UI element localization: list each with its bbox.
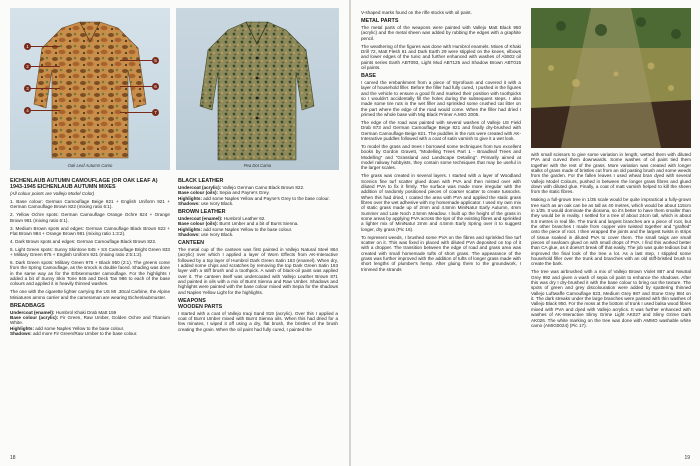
diorama-grass-image [531,8,691,148]
oak-leaf-smock-image [10,8,170,170]
paragraph: To represent weeds, I brushed some PVA on the fibres and sprinkled fine turf scatter on it. This was fixed in placed with diluted PVA deposited on top of it with a dropper. The transition between the edge of road and grass area was created with small homemade tufts of short grass. The appearance of the grass was further improved with the addition of tufts of longer grass made with short lengths of plumber's hemp. After gluing them to the groundwork, I trimmed the strands [361,234,521,272]
photo-caption: Pea Dot Camo [243,163,272,168]
paragraph: To model the grass and trees I borrowed some techniques from two excellent books by Gordon Gravett, "Modelling Trees Part 1 - Broadleaf Trees and Modelling" and "Grassland and Landscape Detailing". Primarily aimed at model railway hobbyists, they contain some techniques that may be useful in the larger scales. [361,143,521,171]
paragraph: The metal cup of the canteen was first painted in Vallejo Natural Steel 864 (acrylic) over which I applied a layer of Worn Effects from AK-Interactive followed by a top layer of Humbrol Dark Green Satin 163 (enamel). When dry, I added some chips and scratches by removing the top Dark Green Satin 163 layer with a stiff brush and a toothpick. A wash of black-oil paint was applied over it. The canteen itself was undercoated with Vallejo Leather Brown 871 and painted in oils with a mix of Burnt Sienna and Raw Umber. Shadows and highlights were painted with the base colour mixed with Sepia for the shadows and Naples Yellow Light for the highlights. [178,246,338,295]
callout-7: 7 [152,109,159,116]
text: Humbrol Leather 62. [222,215,266,221]
paragraph: The weathering of the figures was done with Humbrol enamels. Mixes of Khaki Drill 72, Matt Flesh 61 and Dark Earth 29 were stippled on the knees, elbows and lower edges of the tunic and further enhanced with washes of Ab502 oil paints series Earth ABT093, Light Mud ABT125 and Shadow Brown ABT015 oil paints. [361,43,521,70]
paragraph: V-shaped marks found on the rifle stocks with oil paint. [361,10,472,15]
callout-1: 1 [24,43,31,50]
paragraph: I carved the embankment from a piece of Styrofoam and covered it with a layer of household filler. Before the filler had fully cured, I pushed in the figures and the vehicle to ensure a good fit and marked their position with toothpicks so I wouldn't accidentally fill the holes during the subsequent steps. I also made some tire ruts in the wet filler and sprinkled some crushed cat litter on the part where the edge of the road would come. When the filler had dried I primed the whole base with Mig Black Primer A.MIG 2005. [361,79,521,117]
paragraph: The edge of the road was painted with several washes of Vallejo US Field Drab 873 and German Camouflage Beige 821 and finally dry-brushed with German Camouflage Beige 821. The puddles in the ruts were created with AK-Interactive puddles followed with a coat of satin varnish to give it a wet look. [361,119,521,141]
text: add some Naples Yellow to the base colour. [202,226,293,232]
paragraph: Making a full-grown tree in 1/35 scale would be quite impractical a fully-grown tree such as an oak can be as tall as 40 metres, which would be about 115cm in 1/35. It would dominate the diorama, so it's better to have them smaller than they would be in reality. I settled for a tree of about 24cm tall, which is about 8.5 metres in real life. The trunk and largest branches are a piece of root, but the other branches I made from copper wire twisted together and "grafted" onto the piece of root. I then wrapped the joints and the largest twists in strips of tissue soaked in diluted PVA to cover them. The small twigs are small pieces of seafoam glued on with small drops of PVA. I find this worked better than CA glue, as it doesn't break off that easily. The job was quite tedious but it improved the final look of the tree a lot. As a last step, I stippled some household filler over the trunk and branches with an old stiff-bristled brush to create the bark. [531,197,691,267]
paragraph: I started with a coat of Vallejo Iraqi Sand 819 (acrylic). Over this I applied a coat of Burnt Umber mixed with Burnt Sienna oils. When this had dried for a few minutes, I wiped it off using a dry, flat brush, the bristles of the brush creating the grain. When the oil paint had fully cured, I painted the [178,310,338,332]
label: Highlights: [178,226,202,232]
callout-6: 6 [152,83,159,90]
text: add some Naples Yellow and Payne's Grey to the base colour. [202,195,330,201]
left-column-1 [10,176,170,336]
label: Base colour (oils): [178,190,219,196]
paragraph [178,201,338,206]
right-column-1 [361,10,521,275]
paragraph: 2. Yellow Ochre spots: German Camouflage Orange Ochre 824 + Orange Brown 981 (mixing ratio 6:1). [10,212,170,223]
paragraph: 6. Dark Green spots: Military Green 975 + Black 950 (2:1). The greens come from the Spring Camouflage, as the smock is double faced. Shading was done in the same way as for the Erbsenmuster camouflage. For the highlights I added a bit of Sunny Skin Tone 845 and Deck Tan 986 to each of the base colours and applied it in heavily thinned washes. [10,260,170,287]
photo-oak-leaf-smock [10,8,170,170]
paragraph [10,315,170,326]
section-heading: CANTEEN [178,239,205,246]
note: (All colour points are Vallejo Model Color) [10,191,95,196]
paragraph: The metal parts of the weapons were painted with Vallejo Matt Black 950 (acrylic) and the metal sheen was added by rubbing the edges with a graphite pencil. [361,24,521,41]
right-page [351,0,700,466]
page-number: 18 [10,455,16,461]
text: add more Fir Green/Raw Umber to the base colour. [31,330,138,336]
section-heading: BLACK LEATHER [178,178,224,184]
page-number: 19 [684,455,690,461]
photo-pea-dot-tunic [176,8,339,170]
section-heading: BREADBAGS [10,302,45,309]
callout-3: 3 [24,85,31,92]
text: Vallejo German Camo Black Brown 822. [221,185,305,190]
paragraph: The tree was airbrushed with a mix of Vallejo Brown Violet 887 and Neutral Grey 992 and given a wash of sepia oil paint to enhance the shadows. After this was dry I dry-brushed it with the base colour to bring out the texture. The spots of green and grey discolouration were added by spattering thinned Vallejo Luftwaffe Camouflage 823, Medium Grey 987 and Stone Grey 884 on it. The dark streaks under the large branches were painted with thin washes of Vallejo Black 950. For the moss at the bottom of trunk I used balsa wood fibres mixed with PVA and dyed with Vallejo acrylics. It was further enhanced with washes of AK-Interactive Slimy Grime Light AK027 and Slimy Grime Dark AK026. The white marking on the tree was done with AMMO washable white camo (AMIG0024) (Pic 17). [531,269,691,328]
paragraph: 5. Light Green spots: Sunny Skintone 845 + SS Camouflage Bright Green 833 + Military Green 975 + English Uniform 921 (mixing ratio 2:5:1:2). [10,246,170,258]
paragraph: 3. Medium Brown spots and edges: German Camouflage Black Brown 822 + Flat Brown 984 + Orange Brown 981 (mixing ratio 1:3:2). [10,225,170,236]
section-heading: METAL PARTS [361,17,399,24]
callout-4: 4 [24,107,31,114]
left-page [0,0,349,466]
label: Highlights: [10,325,34,331]
label: Shadows: [178,232,200,237]
paragraph [178,232,338,237]
pea-dot-tunic-image [176,8,339,170]
section-heading: EICHENLAUB AUTUMN CAMOUFLAGE (OR OAK LEAF A) 1943-1945 EICHENLAUB AUTUMN MIXES [10,178,158,190]
text: use Ivory Black. [199,232,234,237]
callout-5: 5 [152,57,159,64]
text: Fir Green, Raw Umber, Golden Ochre and Titanium White. [10,314,170,326]
label: Shadows: [10,330,32,336]
paragraph: 4. Dark Brown spots and edges: German Camouflage Black Brown 822. [10,238,157,244]
photo-caption: Oak Leaf Autumn Camo [67,163,113,168]
text: Burnt Umber and a bit of Burnt Sienna. [218,221,299,227]
right-column-2 [531,152,691,331]
paragraph: with small scissors to give some variation in length, wetted them with diluted PVA and curved them downwards. Some washes of oil paint tied them together with the rest of the grass. More variation was created with longer stalks of grass made of bristles cut from an old pasting brush and some weeds from the garden. For the fallen leaves I used wheat bran dyed with several Vallejo Model Colours, pushed in between the longer grass fibres and glued down with diluted glue. Finally, a coat of matt varnish helped to kill the sheen from the static fibres. [531,152,691,195]
label: Shadows: [178,201,200,207]
label: Base colour (acrylic): [10,314,59,320]
callout-2: 2 [24,63,31,70]
text: use Ivory Black. [199,201,234,207]
label: Undercoat (enamel): [10,309,55,315]
left-column-2 [178,176,338,335]
label: Undercoat (enamel): [178,215,223,221]
text: add some Naples Yellow to the base colour. [34,325,125,331]
paragraph [10,331,170,336]
section-heading: WEAPONS [178,297,206,304]
label: Highlights: [178,195,202,201]
paragraph: The grass was created in several layers. I started with a layer of Woodland Scenics fine turf scatter glued down with PVA and then misted over with diluted PVA to fix it firmly. The surface was made more irregular with the addition of randomly positioned pieces of coarser scatter to create tussocks. When this had dried, I coated the area with PVA and applied the static grass fibres over the wet adhesive with my homemade applicator. I used my own mix of static grass made up of 2mm and 4.5mm MiniNatur Early Autumn, 4mm Summer and Late Noch 2.5mm Meadow. I built up the height of the grass in some areas by applying PVA across the tips of the existing fibres and sprinkled a lighter mix of MiniNatur 2mm and 4.5mm Early Spring over it to suggest longer, dry grass (Pic 16). [361,173,522,232]
text: Humbrol Khaki Drab Matt 159 [54,309,117,315]
section-heading: BASE [361,72,376,79]
label: Base colour (oils): [178,221,219,227]
text: Sepia and Payne's Grey. [218,190,270,196]
paragraph: The one with the cigarette lighter carrying the US MI .30cal Carbine, the Alpine Miniatures ammo carrier and the cameraman are wearing Eichenlaubmuster. [10,289,170,300]
section-heading: BROWN LEATHER [178,208,226,215]
paragraph: 1. Base colour: German Camouflage Beige 821 + English Uniform 921 + German Camouflage Brown 822 (mixing ratio 6:1). [10,198,170,210]
label: Undercoat (acrylic): [178,185,222,190]
photo-diorama-grass [531,8,691,148]
section-subheading: WOODEN PARTS [178,303,223,310]
